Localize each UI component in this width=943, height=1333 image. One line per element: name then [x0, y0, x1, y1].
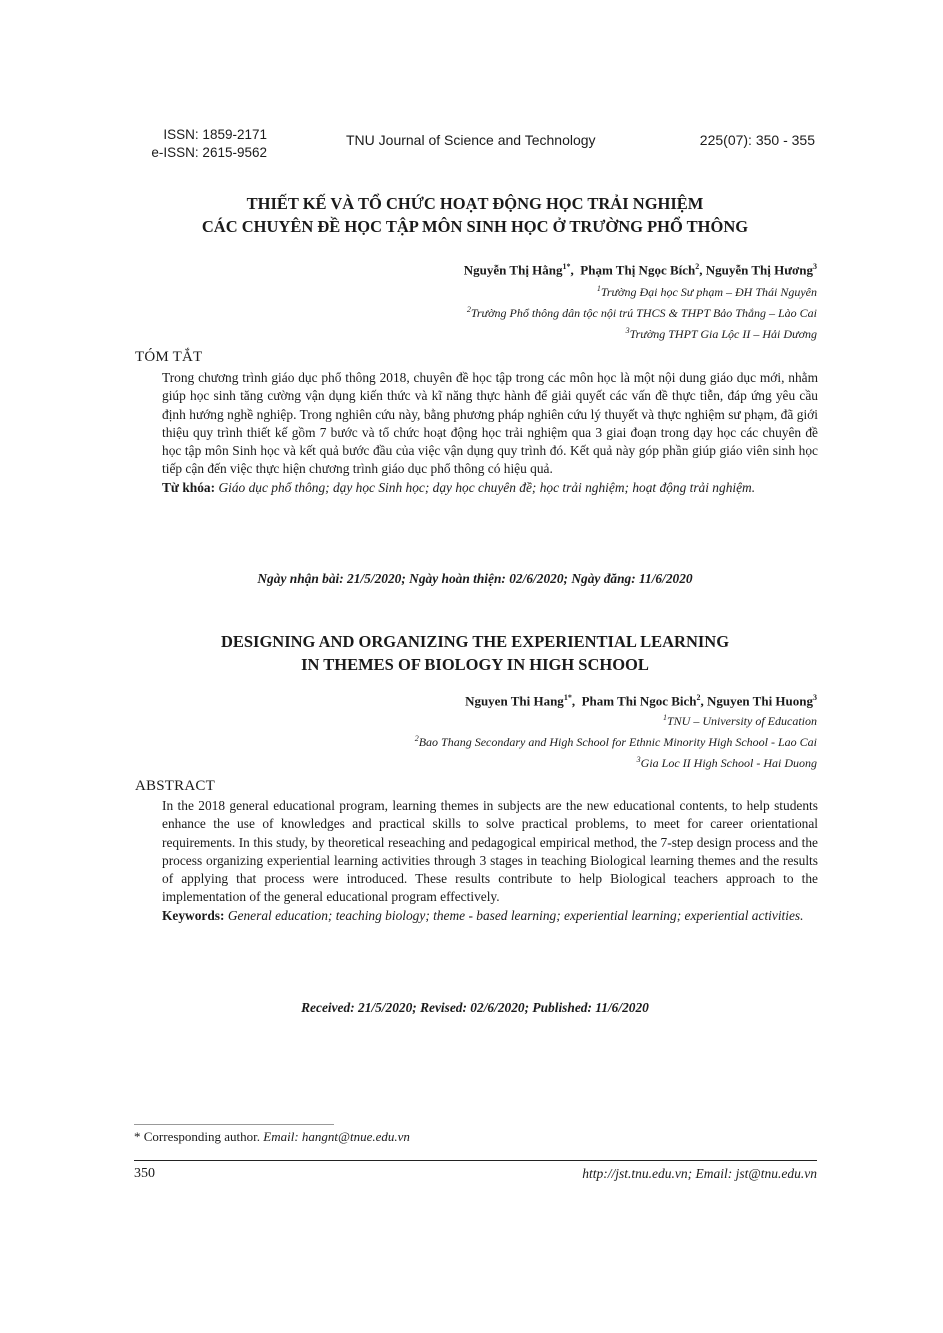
en-abstract-heading: ABSTRACT	[135, 778, 215, 794]
vn-title-line2: CÁC CHUYÊN ĐỀ HỌC TẬP MÔN SINH HỌC Ở TRƯỜNG PHỔ THÔNG	[201, 217, 749, 236]
en-author-1: Nguyen Thi Hang	[465, 693, 564, 709]
en-title	[100, 630, 850, 676]
en-author-2: Pham Thi Ngoc Bich	[581, 693, 697, 709]
en-affil-2	[415, 730, 817, 751]
en-author-3-sup: 3	[813, 693, 817, 702]
en-abstract: In the 2018 general educational program, learning themes in subjects are the new educational contents, to help students enhance the use of knowledges and practical skills to solve practical problems, to meet for career orientational requirements. In this study, by theoretical reseaching and pedagogical empirical method, the 7-step design process and the process organizing experiential learning activities through 3 stages in teaching Biological learning themes and the results of applying that process were introduced. These results contribute to help Biological teachers approach to the implementation of the general educational program effectively. Keywords: General education; teaching biology; theme - based learning; experiential learning; experiential activities.	[162, 798, 818, 923]
en-abstract-text: In the 2018 general educational program, learning themes in subjects are the new educational contents, to help students enhance the use of knowledges and practical skills to solve practical problems, to meet for career orientational requirements. In this study, by theoretical reseaching and pedagogical empirical method, the 7-step design process and the process organizing experiential learning activities through 3 stages in teaching Biological learning themes and the results of applying that process were introduced. These results contribute to help Biological teachers approach to the implementation of the general educational program effectively.	[162, 798, 818, 905]
vn-author-2-sup: 2	[695, 262, 700, 271]
en-affil-1-sup: 1	[663, 713, 667, 722]
volume-pages: 225(07): 350 - 355	[699, 132, 815, 148]
vn-author-3-sup: 3	[813, 262, 817, 271]
vn-affil-1	[467, 280, 817, 301]
en-affil-3-text: Gia Loc II High School - Hai Duong	[640, 756, 817, 770]
vn-authors: Nguyễn Thị Hằng$^{1*}$, Phạm Thị Ngọc Bích$^2$, Nguyễn Thị Hương$^3$	[463, 262, 817, 278]
vn-title	[100, 192, 850, 238]
vn-author-1: Nguyễn Thị Hằng	[463, 262, 563, 278]
vn-affil-3-text: Trường THPT Gia Lộc II – Hải Dương	[629, 327, 817, 341]
page-number: 350	[134, 1166, 155, 1181]
vn-dates: Ngày nhận bài: 21/5/2020; Ngày hoàn thiện: 02/6/2020; Ngày đăng: 11/6/2020	[257, 571, 693, 586]
en-affiliations	[415, 709, 817, 772]
footnote-divider	[134, 1124, 334, 1125]
vn-affil-3	[467, 322, 817, 343]
en-keywords-label: Keywords	[162, 907, 221, 923]
vn-author-3: Nguyễn Thị Hương	[705, 262, 813, 278]
corresponding-author-note	[134, 1129, 410, 1145]
en-affil-3	[415, 751, 817, 772]
vn-author-2: Phạm Thị Ngọc Bích	[580, 262, 696, 278]
footer-divider	[134, 1160, 817, 1161]
vn-affil-2-text: Trường Phổ thông dân tộc nội trú THCS & THPT Bảo Thắng – Lào Cai	[470, 306, 817, 320]
en-authors: Nguyen Thi Hang$^{1*}$, Pham Thi Ngoc Bich$^2$, Nguyen Thi Huong$^3$	[465, 693, 817, 709]
en-keywords: General education; teaching biology; theme - based learning; experiential learning; experiential activities.	[227, 907, 804, 923]
en-author-1-sup: 1*	[563, 693, 572, 702]
issn: ISSN: 1859-2171	[163, 127, 267, 142]
vn-abstract: Trong chương trình giáo dục phổ thông 2018, chuyên đề học tập trong các môn học là một nội dung giáo dục mới, nhằm giúp học sinh tăng cường vận dụng kiến thức và kĩ năng thực hành để giải quyết các vấn đề thực tiễn, đáp ứng yêu cầu định hướng nghề nghiệp. Trong nghiên cứu này, bằng phương pháp nghiên cứu lý thuyết và thực nghiệm sư phạm, đã giới thiệu quy trình thiết kế gồm 7 bước và tổ chức hoạt động học trải nghiệm qua 3 giai đoạn trong dạy học các chuyên đề học tập môn Sinh học và kết quả bước đầu của việc vận dụng quy trình đó. Kết quả này góp phần giúp giáo viên sinh học tiếp cận đến việc thực hiện chương trình giáo dục phổ thông có hiệu quả. Từ khóa: Giáo dục phổ thông; dạy học Sinh học; dạy học chuyên đề; học trải nghiệm; hoạt động trải nghiệm.	[162, 370, 818, 495]
eissn: e-ISSN: 2615-9562	[151, 145, 267, 160]
footnote-prefix: * Corresponding author.	[134, 1129, 261, 1144]
vn-affiliations	[467, 280, 817, 343]
en-author-3: Nguyen Thi Huong	[707, 693, 813, 709]
vn-title-line1: THIẾT KẾ VÀ TỔ CHỨC HOẠT ĐỘNG HỌC TRẢI NGHIỆM	[246, 194, 704, 213]
en-affil-2-text: Bao Thang Secondary and High School for Ethnic Minority High School - Lao Cai	[418, 735, 817, 749]
footer-contact: http://jst.tnu.edu.vn; Email: jst@tnu.edu.vn	[582, 1166, 817, 1181]
vn-author-1-sup: 1*	[562, 262, 571, 271]
vn-affil-3-sup: 3	[625, 326, 630, 335]
vn-keywords-label: Từ khóa	[162, 479, 211, 495]
vn-affil-1-text: Trường Đại học Sư phạm – ĐH Thái Nguyên	[600, 285, 817, 299]
en-dates: Received: 21/5/2020; Revised: 02/6/2020; Published: 11/6/2020	[301, 1000, 649, 1015]
en-affil-1-text: TNU – University of Education	[667, 714, 817, 728]
vn-keywords: Giáo dục phổ thông; dạy học Sinh học; dạy học chuyên đề; học trải nghiệm; hoạt động trải nghiệm.	[218, 479, 756, 495]
en-title-line2: IN THEMES OF BIOLOGY IN HIGH SCHOOL	[301, 655, 649, 674]
en-author-2-sup: 2	[696, 693, 701, 702]
vn-abstract-heading: TÓM TẮT	[135, 349, 203, 365]
footnote-email: Email: hangnt@tnue.edu.vn	[263, 1129, 410, 1144]
en-title-line1: DESIGNING AND ORGANIZING THE EXPERIENTIAL LEARNING	[220, 632, 730, 651]
issn-block	[134, 126, 267, 162]
vn-affil-1-sup: 1	[596, 284, 601, 293]
journal-name: TNU Journal of Science and Technology	[346, 132, 596, 148]
en-affil-1	[415, 709, 817, 730]
vn-abstract-text: Trong chương trình giáo dục phổ thông 2018, chuyên đề học tập trong các môn học là một nội dung giáo dục mới, nhằm giúp học sinh tăng cường vận dụng kiến thức và kĩ năng thực hành để giải quyết các vấn đề thực tiễn, đáp ứng yêu cầu định hướng nghề nghiệp. Trong nghiên cứu này, bằng phương pháp nghiên cứu lý thuyết và thực nghiệm sư phạm, đã giới thiệu quy trình thiết kế gồm 7 bước và tổ chức hoạt động học trải nghiệm qua 3 giai đoạn trong dạy học các chuyên đề học tập môn Sinh học và kết quả bước đầu của việc vận dụng quy trình đó. Kết quả này góp phần giúp giáo viên sinh học tiếp cận đến việc thực hiện chương trình giáo dục phổ thông có hiệu quả.	[162, 370, 818, 477]
en-affil-3-sup: 3	[636, 755, 641, 764]
vn-affil-2	[467, 301, 817, 322]
vn-affil-2-sup: 2	[466, 305, 471, 314]
en-affil-2-sup: 2	[414, 734, 419, 743]
